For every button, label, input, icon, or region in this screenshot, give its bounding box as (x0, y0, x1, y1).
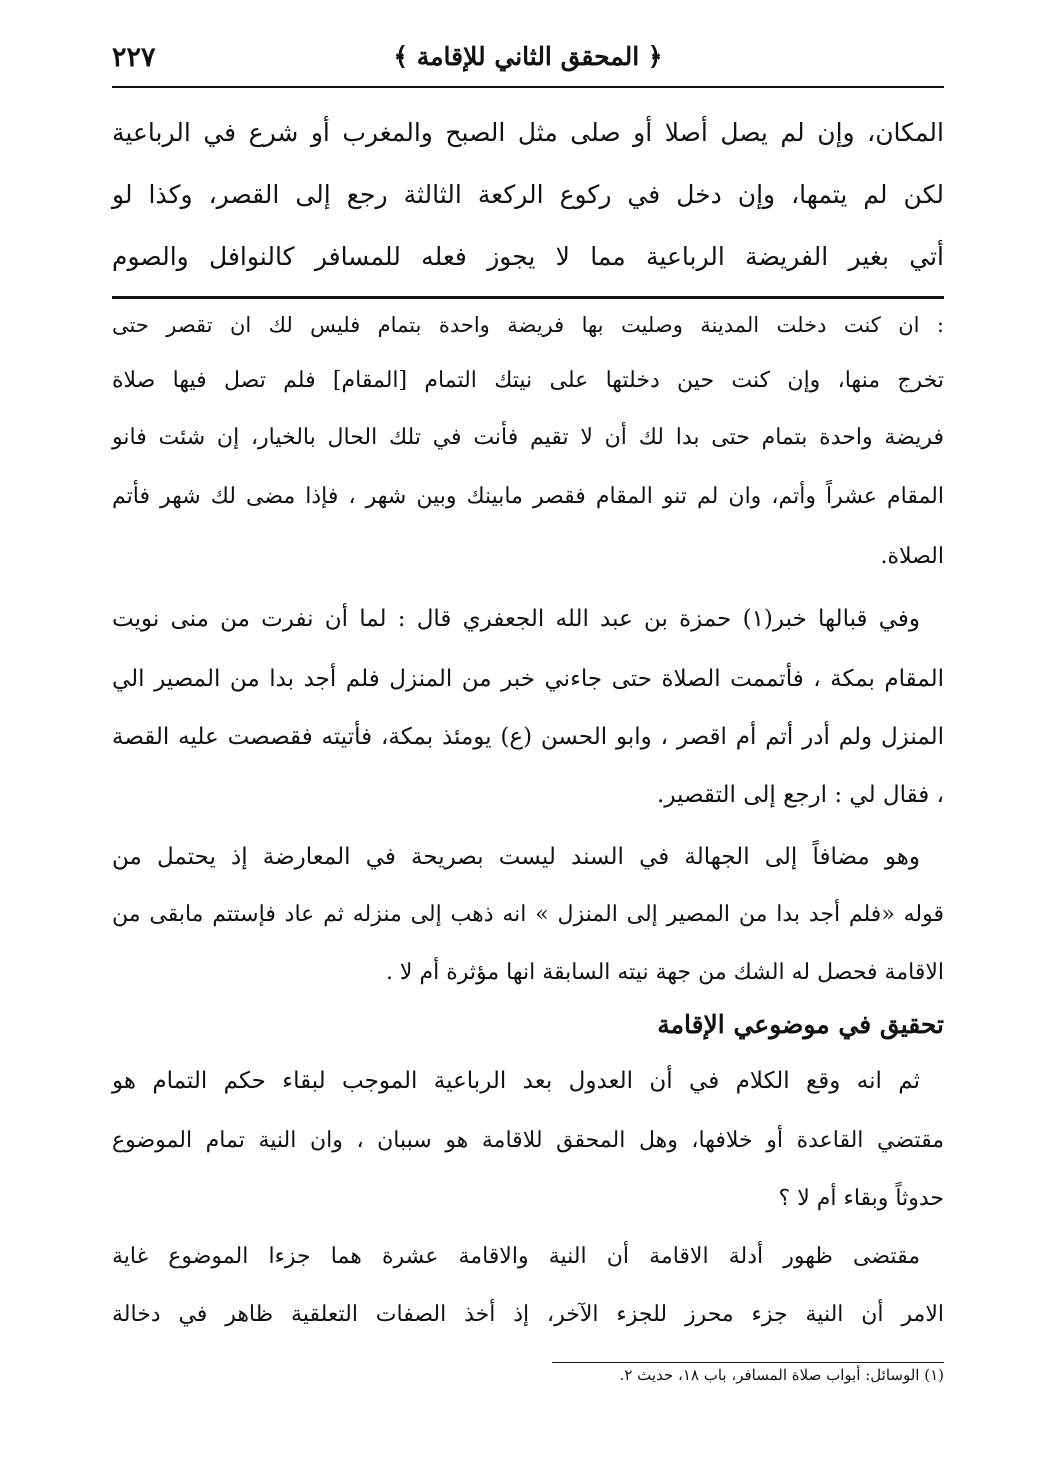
main-text-top (112, 118, 944, 298)
section-heading: تحقيق في موضوعي الإقامة (657, 1010, 944, 1039)
text-line: الامر أن النية جزء محرز للجزء الآخر، إذ أخذ الصفات التعلقية ظاهر في دخالة (112, 1302, 944, 1327)
text-line: المكان، وإن لم يصل أصلا أو صلى مثل الصبح والمغرب أو شرع في الرباعية (112, 118, 944, 147)
paragraph-weakness (112, 842, 944, 1002)
running-title: ﴿ المحقق الثاني للإقامة ﴾ (393, 42, 663, 71)
text-line: ، فقال لي : ارجع إلى التقصير. (657, 782, 944, 808)
text-line: قوله «فلم أجد بدا من المصير إلى المنزل » انه ذهب إلى منزله ثم عاد فإستتم مابقى من (112, 902, 944, 927)
quote-block (112, 310, 944, 580)
text-line: مقتضي القاعدة أو خلافها، وهل المحقق للاقامة هو سببان ، وان النية تمام الموضوع (112, 1128, 944, 1153)
section-divider (112, 296, 944, 299)
text-line: : ان كنت دخلت المدينة وصليت بها فريضة واحدة بتمام فليس لك ان تقصر حتى (112, 313, 944, 337)
paragraph-conclusion (112, 1242, 944, 1352)
text-line: وهو مضافاً إلى الجهالة في السند ليست بصريحة في المعارضة إذ يحتمل من (112, 844, 920, 870)
text-line: مقتضى ظهور أدلة الاقامة أن النية والاقامة عشرة هما جزءا الموضوع غاية (112, 1244, 920, 1269)
text-line: ثم انه وقع الكلام في أن العدول بعد الرباعية الموجب لبقاء حكم التمام هو (112, 1068, 920, 1094)
footnote: (١) الوسائل: أبواب صلاة المسافر، باب ١٨، حديث ٢. (619, 1366, 944, 1384)
text-line: أتي بغير الفريضة الرباعية مما لا يجوز فعله للمسافر كالنوافل والصوم (112, 242, 944, 271)
text-line: المقام بمكة ، فأتممت الصلاة حتى جاءني خبر من المنزل فلم أجد بدا من المصير الي (112, 666, 944, 692)
page-header (112, 40, 944, 84)
paragraph-hadith (112, 604, 944, 834)
footnote-divider (552, 1362, 944, 1363)
text-line: لكن لم يتمها، وإن دخل في ركوع الركعة الثالثة رجع إلى القصر، وكذا لو (112, 180, 944, 209)
text-line: المنزل ولم أدر أتم أم اقصر ، وابو الحسن (ع) يومئذ بمكة، فأتيته فقصصت عليه القصة (112, 724, 944, 750)
text-line: الصلاة. (880, 544, 944, 569)
text-line: حدوثاً وبقاء أم لا ؟ (778, 1186, 944, 1211)
header-divider (112, 86, 944, 88)
text-line: فريضة واحدة بتمام حتى بدا لك أن لا تقيم فأنت في تلك الحال بالخيار، إن شئت فانو (112, 425, 944, 450)
paragraph-investigation (112, 1066, 944, 1226)
text-line: وفي قبالها خبر(١) حمزة بن عبد الله الجعفري قال : لما أن نفرت من منى نويت (112, 606, 920, 632)
text-line: تخرج منها، وإن كنت حين دخلتها على نيتك التمام [المقام] فلم تصل فيها صلاة (112, 368, 944, 393)
page-number: ٢٢٧ (112, 42, 156, 73)
text-line: المقام عشراً وأتم، وان لم تنو المقام فقصر مابينك وبين شهر ، فإذا مضى لك شهر فأتم (112, 484, 944, 509)
text-line: الاقامة فحصل له الشك من جهة نيته السابقة انها مؤثرة أم لا . (385, 960, 944, 985)
